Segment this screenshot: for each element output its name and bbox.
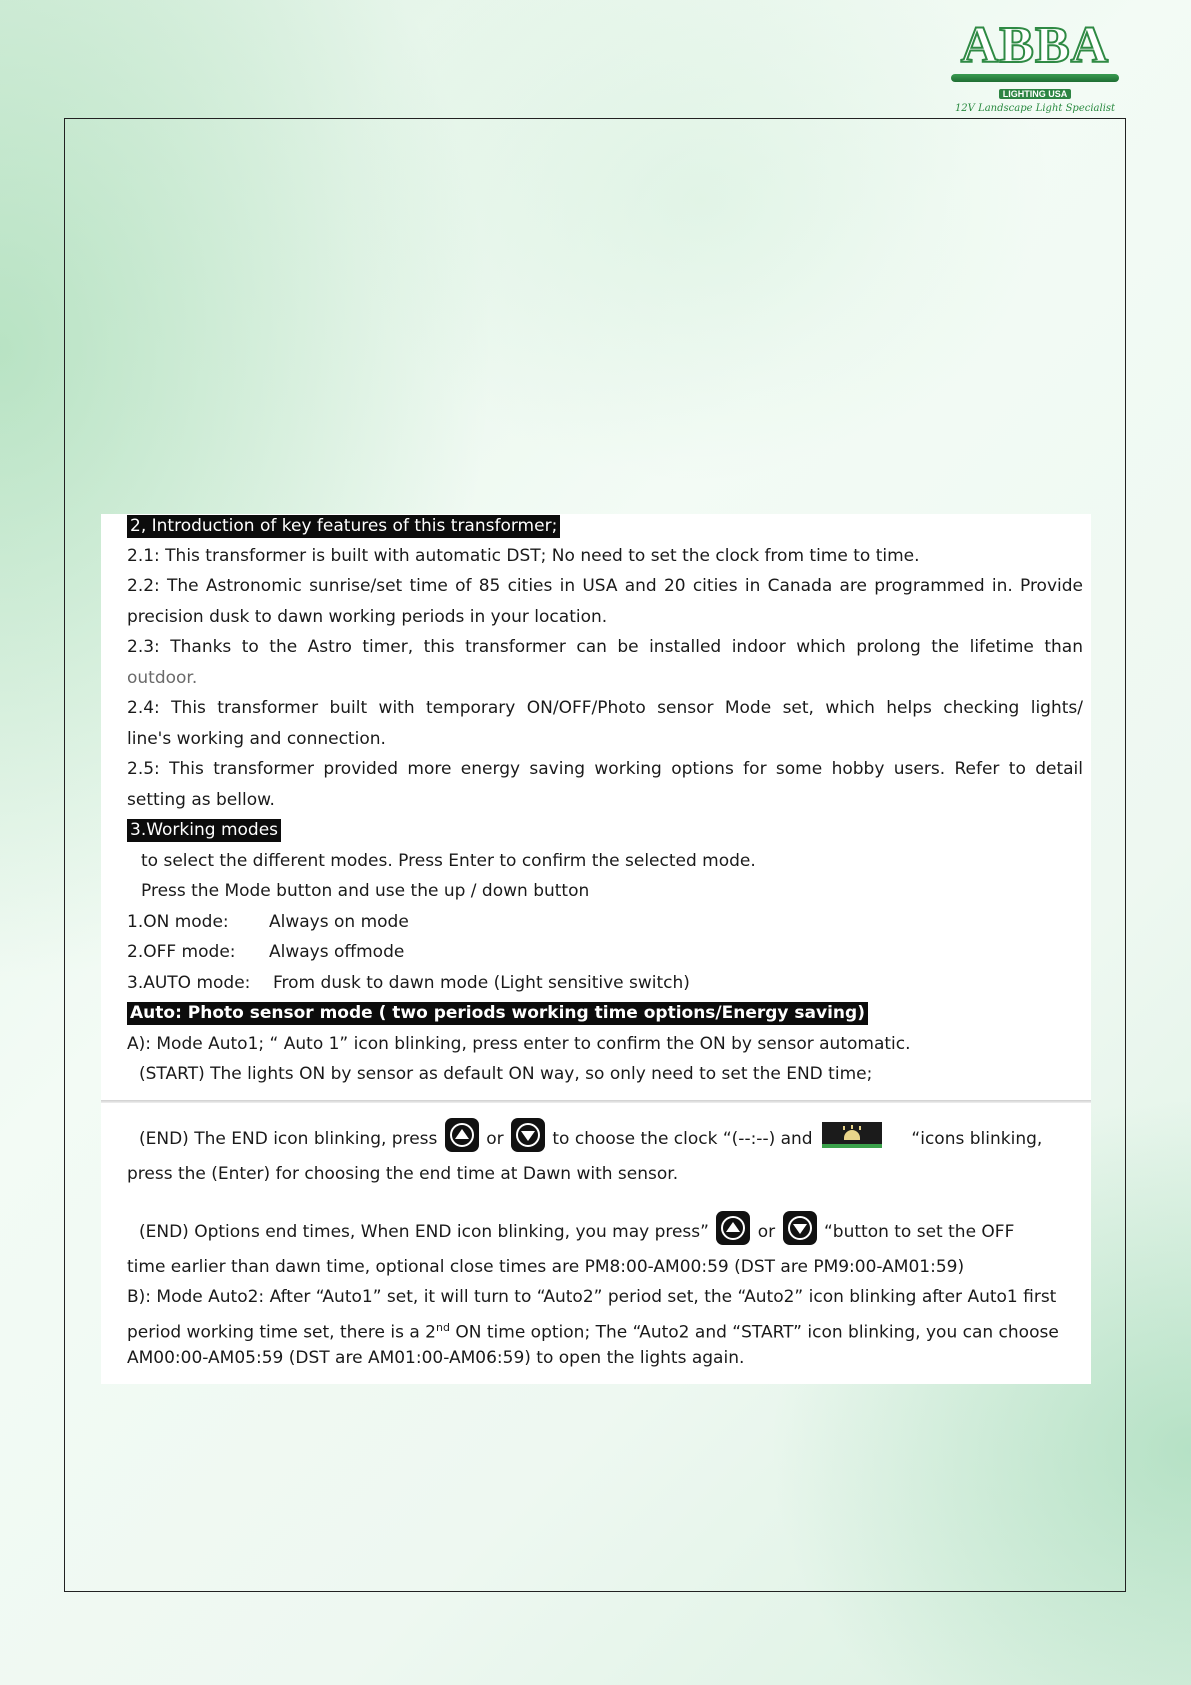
modes-instruction-2: Press the Mode button and use the up / down button [141,881,590,901]
modes-instruction-1: to select the different modes. Press Enter to confirm the selected mode. [141,851,756,871]
end-line-1 [139,1126,1083,1152]
feature-2-1: 2.1: This transformer is built with automatic DST; No need to set the clock from time to time. [127,546,920,566]
scan-artifact-line [101,1100,1091,1103]
down-arrow-button-icon [511,1118,545,1152]
feature-2-5-line-2: setting as bellow. [127,790,275,810]
mode-on-desc: Always on mode [269,912,409,932]
end-line-2b: time earlier than dawn time, optional close times are PM8:00-AM00:59 (DST are PM9:00-AM01:59) [127,1257,965,1277]
end2-or: or [757,1222,776,1242]
logo-tagline: 12V Landscape Light Specialist [954,103,1116,114]
end1-mid: to choose the clock “(--:--) and [552,1129,813,1149]
end2-post: “button to set the OFF [823,1222,1015,1242]
end2-pre: (END) Options end times, When END icon blinking, you may press” [139,1222,709,1242]
mode-off [127,942,1083,962]
section-2-heading-line [127,516,1083,536]
mode-off-label: 2.OFF mode: [127,942,236,962]
mode-on-label: 1.ON mode: [127,912,229,932]
end1-or: or [486,1129,504,1149]
feature-2-3-line-1: 2.3: Thanks to the Astro timer, this transformer can be installed indoor which prolong the lifetime than [127,637,1083,657]
auto-heading-line [127,1003,1083,1023]
brand-logo [945,17,1125,120]
logo-bar [951,74,1119,82]
feature-2-2-line-1: 2.2: The Astronomic sunrise/set time of 85 cities in USA and 20 cities in Canada are programmed in. Provide [127,576,1083,596]
end1-pre: (END) The END icon blinking, press [139,1129,438,1149]
feature-2-5-line-1: 2.5: This transformer provided more energy saving working options for some hobby users. Refer to detail [127,759,1083,779]
mode-on [127,912,1083,932]
end-line-1b: press the (Enter) for choosing the end time at Dawn with sensor. [127,1164,679,1184]
section-2-heading: 2, Introduction of key features of this transformer; [127,515,560,538]
section-3-heading-line [127,820,1083,840]
start-line: (START) The lights ON by sensor as default ON way, so only need to set the END time; [139,1064,873,1084]
feature-2-3-line-2: outdoor. [127,668,198,688]
logo-letters: ABBA [960,17,1110,74]
down-arrow-button-icon-2 [783,1211,817,1245]
end-line-2 [139,1219,1083,1245]
section-3-heading: 3.Working modes [127,819,281,842]
end1-post: “icons blinking, [911,1129,1043,1149]
auto2-line-1: B): Mode Auto2: After “Auto1” set, it will turn to “Auto2” period set, the “Auto2” icon blinking after Auto1 first [127,1287,1057,1307]
logo-subtitle: LIGHTING USA [999,89,1072,99]
feature-2-4-line-2: line's working and connection. [127,729,386,749]
scanned-manual-page [101,514,1091,1384]
up-arrow-button-icon-2 [716,1211,750,1245]
ordinal-suffix: nd [436,1321,450,1334]
auto1-line: A): Mode Auto1; “ Auto 1” icon blinking, press enter to confirm the ON by sensor automatic. [127,1034,911,1054]
mode-off-desc: Always offmode [269,942,405,962]
auto2-line-2-post: ON time option; The “Auto2 and “START” icon blinking, you can choose [449,1322,1059,1343]
mode-auto-desc: From dusk to dawn mode (Light sensitive switch) [273,973,690,993]
mode-auto-label: 3.AUTO mode: [127,973,251,993]
auto-heading: Auto: Photo sensor mode ( two periods working time options/Energy saving) [127,1002,868,1025]
mode-auto [127,973,1083,993]
sunrise-icon [822,1122,882,1148]
auto2-line-2 [127,1318,1083,1343]
up-arrow-button-icon [445,1118,479,1152]
feature-2-4-line-1: 2.4: This transformer built with temporary ON/OFF/Photo sensor Mode set, which helps checking lights/ [127,698,1083,718]
feature-2-2-line-2: precision dusk to dawn working periods in your location. [127,607,608,627]
auto2-line-2-pre: period working time set, there is a 2 [127,1322,436,1343]
auto2-line-3: AM00:00-AM05:59 (DST are AM01:00-AM06:59) to open the lights again. [127,1348,745,1368]
